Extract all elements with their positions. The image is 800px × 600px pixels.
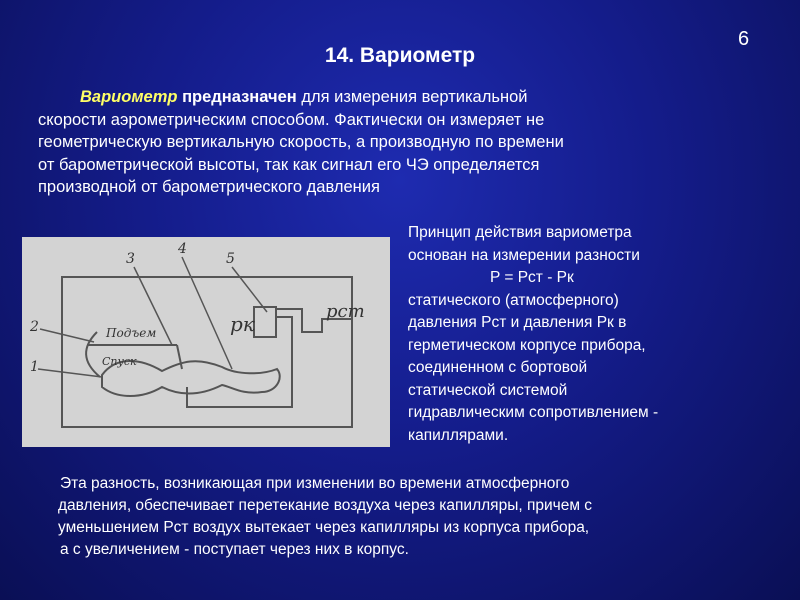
bottom-paragraph [0,473,800,561]
intro-paragraph [38,86,768,199]
principle-line: Принцип действия вариометра [408,224,632,241]
bottom-line: давления, обеспечивает перетекание воздуха через капилляры, причем с [58,497,593,514]
label-2: 2 [30,319,39,335]
principle-line: гидравлическим сопротивлением - [408,404,659,421]
principle-text [408,222,793,447]
intro-line4: от барометрической высоты, так как сигнал его ЧЭ определяется [38,155,540,174]
label-climb: Подъем [106,326,157,340]
principle-line: основан на измерении разности [408,246,640,264]
leader-4 [182,257,232,369]
principle-line: статического (атмосферного) [408,291,619,309]
scale-arc [86,332,100,377]
label-5: 5 [226,251,235,267]
principle-line: статической системой [408,381,568,399]
label-1: 1 [30,359,39,375]
leader-5 [232,267,267,312]
intro-line5: производной от барометрического давления [38,178,380,196]
pressure-formula: P = Pст - Pк [490,269,574,286]
bottom-line: Эта разность, возникающая при изменении во времени атмосферного [60,475,570,492]
principle-line: капиллярами. [408,426,509,444]
capillary-block [254,307,276,337]
slide-title: 14. Вариометр [324,44,476,67]
label-4: 4 [178,241,187,257]
intro-term: Вариометр [80,88,178,106]
principle-line: соединенном с бортовой [408,359,588,376]
slide-number: 6 [738,28,750,50]
label-descent: Спуск [102,355,137,368]
leader-2 [40,329,94,342]
bottom-line: а с увеличением - поступает через них в корпус. [60,541,409,558]
principle-line: герметическом корпусе прибора, [408,336,646,354]
principle-line: давления Рст и давления Рк в [408,314,627,331]
pointer-link [177,345,182,369]
label-3: 3 [126,251,135,267]
intro-line1-rest: для измерения вертикальной [296,88,528,106]
bottom-line: уменьшением Рст воздух вытекает через капилляры из корпуса прибора, [58,519,590,536]
variometer-schematic [22,237,390,447]
intro-line2: скорости аэрометрическим способом. Фактически он измеряет не [38,110,545,129]
label-pk: pк [230,312,255,336]
variometer-diagram [22,237,390,447]
intro-purpose: предназначен [182,88,297,106]
label-pst: pст [326,301,365,322]
intro-line3: геометрическую вертикальную скорость, а производную по времени [38,133,564,151]
housing-outline [62,277,352,427]
